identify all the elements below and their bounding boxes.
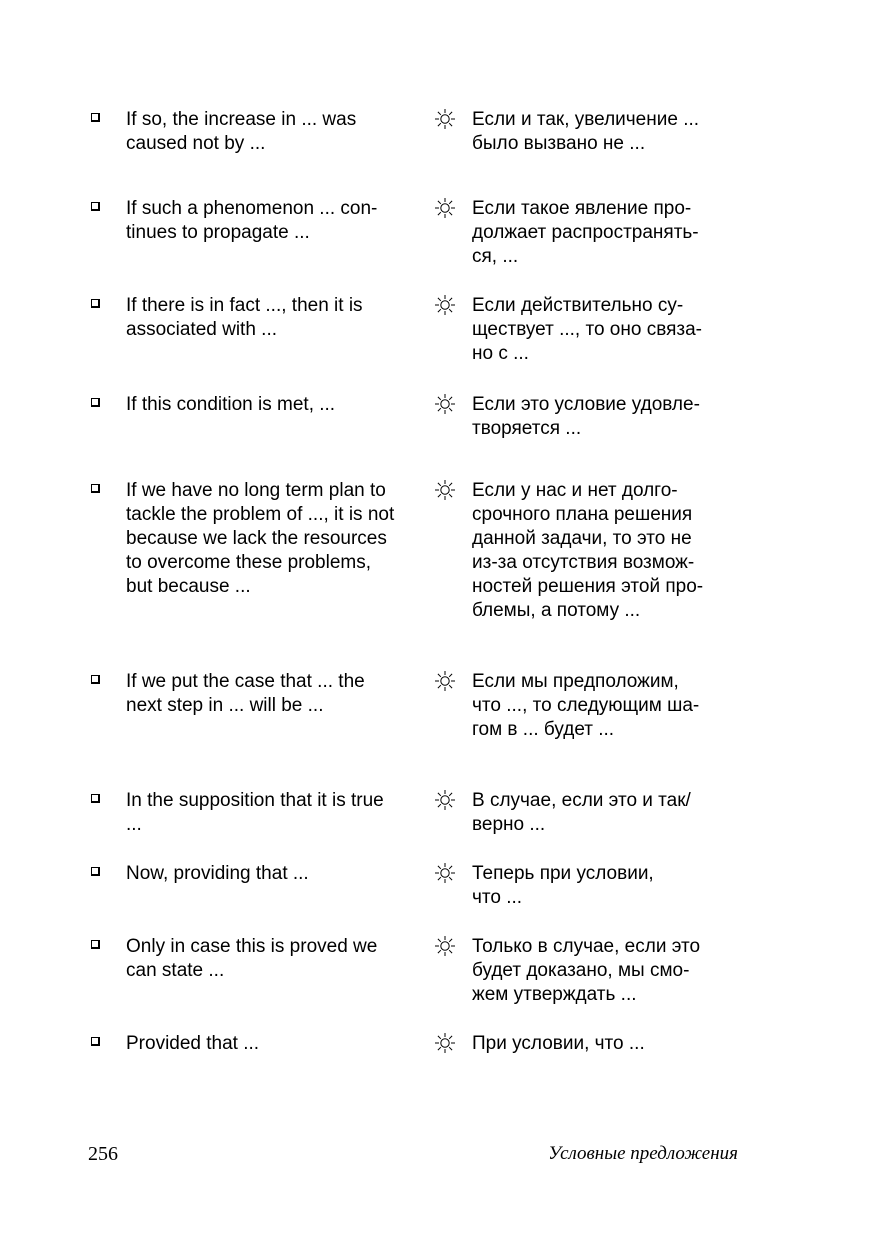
russian-translation: Если это условие удовле- творяется ... [472,394,700,439]
english-phrase: Now, providing that ... [126,863,309,884]
english-phrase: Provided that ... [126,1033,260,1054]
checkbox-bullet-icon [91,398,100,407]
russian-translation: Если у нас и нет долго- срочного плана решения данной задачи, то это не из-за отсутствия возмож- ностей решения этой про- блемы, а потому ... [472,480,704,621]
checkbox-bullet-icon [91,794,100,803]
checkbox-bullet-icon [91,867,100,876]
english-phrase: If such a phenomenon ... con- tinues to propagate ... [126,198,378,243]
checkbox-bullet-icon [91,113,100,122]
sun-icon [434,108,456,130]
russian-translation: Только в случае, если это будет доказано, мы смо- жем утверждать ... [472,936,701,1005]
russian-translation: В случае, если это и так/ верно ... [472,790,691,835]
english-phrase: In the supposition that it is true ... [126,790,384,835]
english-phrase: If there is in fact ..., then it is associated with ... [126,295,363,340]
english-phrase: Only in case this is proved we can state ... [126,936,378,981]
sun-icon [434,670,456,692]
english-phrase: If so, the increase in ... was caused not by ... [126,109,357,154]
sun-icon [434,294,456,316]
sun-icon [434,393,456,415]
english-phrase: If we have no long term plan to tackle the problem of ..., it is not because we lack the resources to overcome these problems, but because ... [126,480,395,597]
checkbox-bullet-icon [91,299,100,308]
checkbox-bullet-icon [91,484,100,493]
russian-translation: При условии, что ... [472,1033,645,1054]
russian-translation: Если мы предположим, что ..., то следующим ша- гом в ... будет ... [472,671,700,740]
english-phrase: If we put the case that ... the next step in ... will be ... [126,671,365,716]
sun-icon [434,862,456,884]
russian-translation: Если и так, увеличение ... было вызвано не ... [472,109,700,154]
sun-icon [434,479,456,501]
sun-icon [434,197,456,219]
page-number: 256 [88,1143,118,1165]
russian-translation: Если такое явление про- должает распространять- ся, ... [472,198,699,267]
sun-icon [434,935,456,957]
russian-translation: Теперь при условии, что ... [472,863,654,908]
sun-icon [434,1032,456,1054]
checkbox-bullet-icon [91,675,100,684]
checkbox-bullet-icon [91,202,100,211]
sun-icon [434,789,456,811]
running-footer-title: Условные предложения [548,1143,738,1164]
english-phrase: If this condition is met, ... [126,394,336,415]
russian-translation: Если действительно су- ществует ..., то оно связа- но с ... [472,295,702,364]
checkbox-bullet-icon [91,940,100,949]
checkbox-bullet-icon [91,1037,100,1046]
